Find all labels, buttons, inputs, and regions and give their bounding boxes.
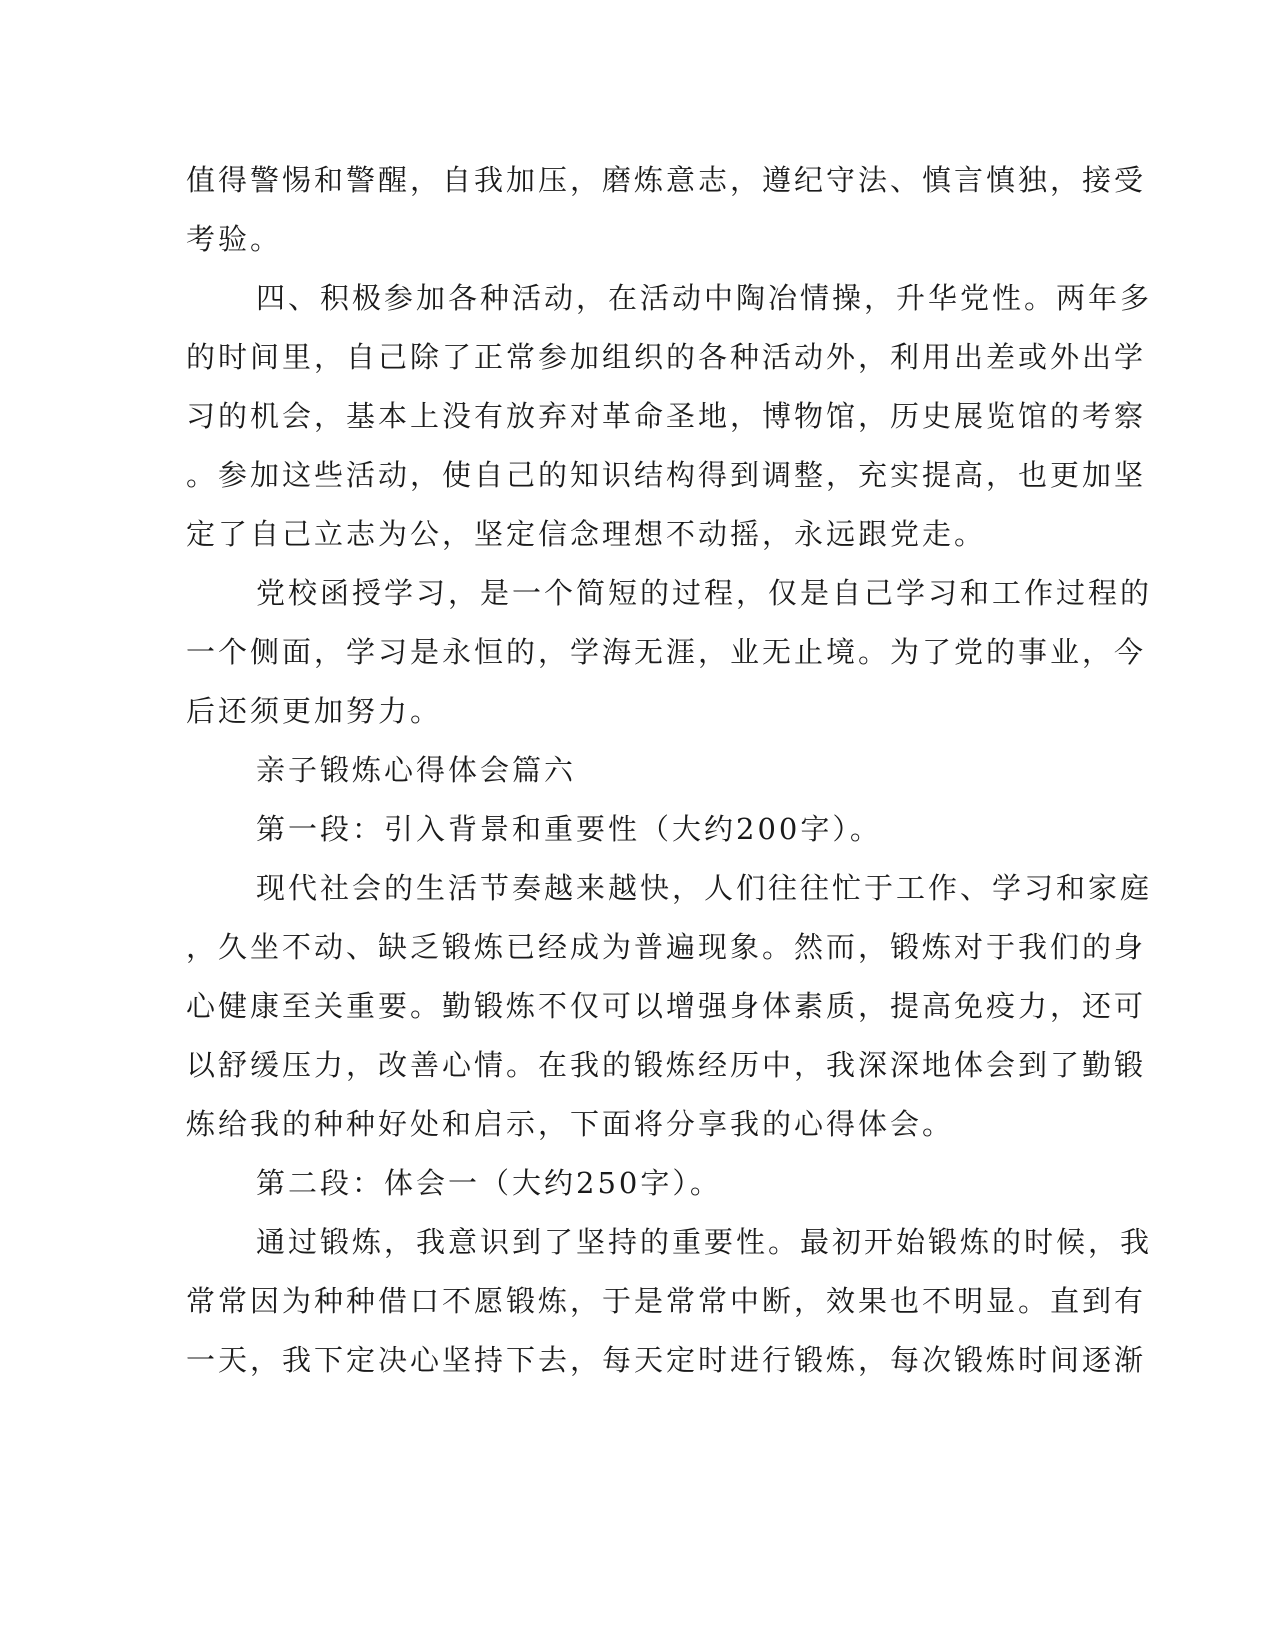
text-line: 炼给我的种种好处和启示，下面将分享我的心得体会。 — [186, 1107, 955, 1141]
text-line: 一天，我下定决心坚持下去，每天定时进行锻炼，每次锻炼时间逐渐 — [186, 1343, 1147, 1377]
text-line: 常常因为种种借口不愿锻炼，于是常常中断，效果也不明显。直到有 — [186, 1284, 1147, 1318]
paragraph-start-line: 现代社会的生活节奏越来越快，人们往往忙于工作、学习和家庭 — [256, 871, 1153, 905]
section-heading: 亲子锻炼心得体会篇六 — [256, 753, 577, 787]
paragraph-heading: 第一段：引入背景和重要性（大约200字）。 — [256, 812, 882, 846]
text-line: 习的机会，基本上没有放弃对革命圣地，博物馆，历史展览馆的考察 — [186, 399, 1147, 433]
text-line: 的时间里，自己除了正常参加组织的各种活动外，利用出差或外出学 — [186, 340, 1147, 374]
paragraph-start-line: 四、积极参加各种活动，在活动中陶冶情操，升华党性。两年多 — [256, 281, 1153, 315]
paragraph-start-line: 党校函授学习，是一个简短的过程，仅是自己学习和工作过程的 — [256, 576, 1153, 610]
text-line: 心健康至关重要。勤锻炼不仅可以增强身体素质，提高免疫力，还可 — [186, 989, 1147, 1023]
text-line: 。参加这些活动，使自己的知识结构得到调整，充实提高，也更加坚 — [186, 458, 1147, 492]
text-line: 值得警惕和警醒，自我加压，磨炼意志，遵纪守法、慎言慎独，接受 — [186, 163, 1147, 197]
text-line: 后还须更加努力。 — [186, 694, 443, 728]
paragraph-start-line: 通过锻炼，我意识到了坚持的重要性。最初开始锻炼的时候，我 — [256, 1225, 1153, 1259]
text-line: 考验。 — [186, 222, 283, 256]
text-line: 定了自己立志为公，坚定信念理想不动摇，永远跟党走。 — [186, 517, 987, 551]
text-line: 一个侧面，学习是永恒的，学海无涯，业无止境。为了党的事业，今 — [186, 635, 1147, 669]
paragraph-heading: 第二段：体会一（大约250字）。 — [256, 1166, 722, 1200]
text-line: 以舒缓压力，改善心情。在我的锻炼经历中，我深深地体会到了勤锻 — [186, 1048, 1147, 1082]
text-line: ，久坐不动、缺乏锻炼已经成为普遍现象。然而，锻炼对于我们的身 — [186, 930, 1147, 964]
